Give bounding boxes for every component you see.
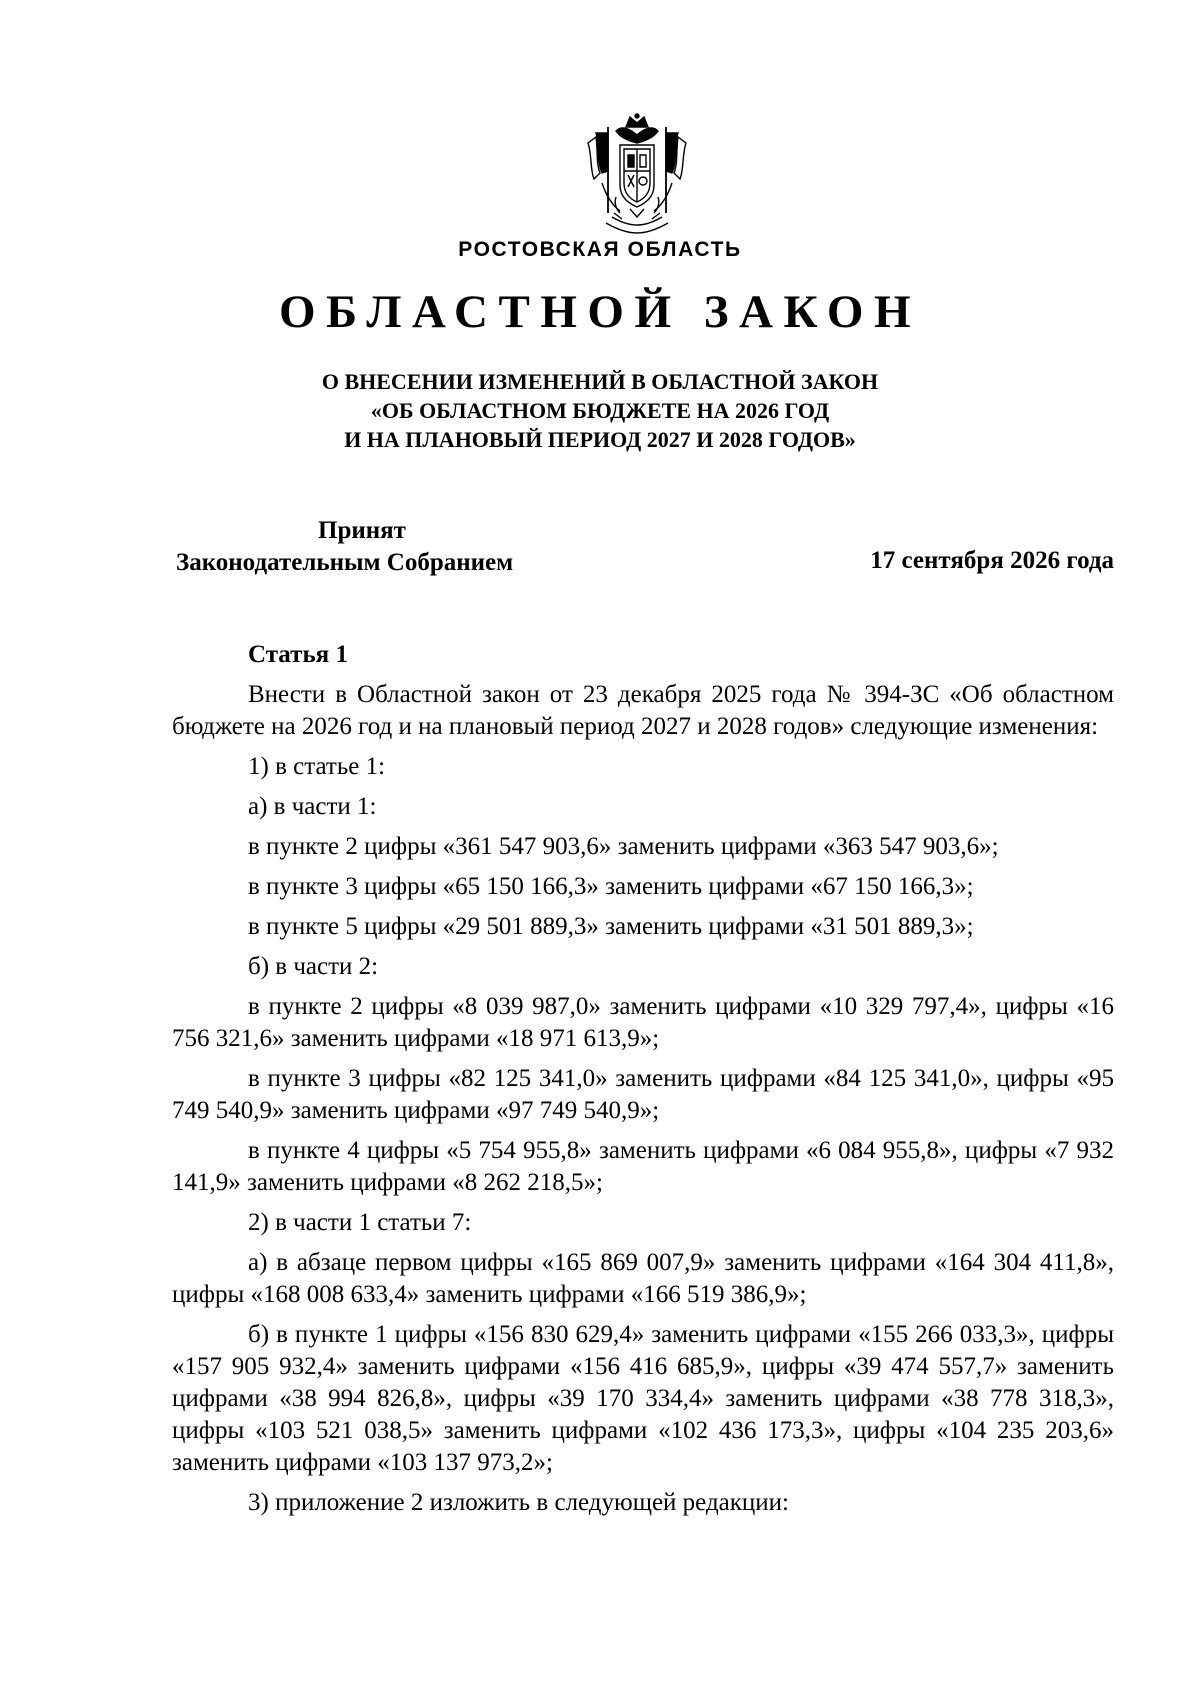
adopted-label: Принят — [318, 517, 406, 544]
article-heading: Статья 1 — [248, 641, 348, 668]
paragraph: в пункте 2 цифры «8 039 987,0» заменить цифрами «10 329 797,4», цифры «16 756 321,6» заменить цифрами «18 971 613,9»; — [172, 993, 1114, 1052]
coat-of-arms-icon — [586, 113, 688, 238]
paragraph: в пункте 3 цифры «82 125 341,0» заменить цифрами «84 125 341,0», цифры «95 749 540,9» заменить цифрами «97 749 540,9»; — [172, 1065, 1114, 1124]
document-title-line: И НА ПЛАНОВЫЙ ПЕРИОД 2027 И 2028 ГОДОВ» — [344, 427, 856, 452]
adoption-date: 17 сентября 2026 года — [870, 547, 1114, 574]
paragraph: Внести в Областной закон от 23 декабря 2025 года № 394-ЗС «Об областном бюджете на 2026 год и на плановый период 2027 и 2028 годов» следующие изменения: — [172, 681, 1114, 740]
document-title — [0, 367, 1200, 454]
document-title-line: «ОБ ОБЛАСТНОМ БЮДЖЕТЕ НА 2026 ГОД — [370, 398, 830, 423]
article-body — [172, 679, 1114, 1527]
adoption-block — [176, 515, 513, 579]
paragraph: в пункте 5 цифры «29 501 889,3» заменить цифрами «31 501 889,3»; — [248, 913, 974, 940]
paragraph: а) в части 1: — [248, 793, 377, 820]
paragraph: б) в части 2: — [248, 953, 379, 980]
document-title-line: О ВНЕСЕНИИ ИЗМЕНЕНИЙ В ОБЛАСТНОЙ ЗАКОН — [321, 369, 879, 394]
region-name: РОСТОВСКАЯ ОБЛАСТЬ — [458, 238, 742, 261]
paragraph: б) в пункте 1 цифры «156 830 629,4» заменить цифрами «155 266 033,3», цифры «157 905 932,4» заменить цифрами «156 416 685,9», цифры «39 474 557,7» заменить цифрами «38 994 826,8», цифры «39 170 334,4» заменить цифрами «38 778 318,3», цифры «103 521 038,5» заменить цифрами «102 436 173,3», цифры «104 235 203,6» заменить цифрами «103 137 973,2»; — [172, 1321, 1114, 1476]
paragraph: в пункте 3 цифры «65 150 166,3» заменить цифрами «67 150 166,3»; — [248, 873, 974, 900]
paragraph: а) в абзаце первом цифры «165 869 007,9» заменить цифрами «164 304 411,8», цифры «168 008 633,4» заменить цифрами «166 519 386,9»; — [172, 1249, 1114, 1308]
paragraph: в пункте 2 цифры «361 547 903,6» заменить цифрами «363 547 903,6»; — [248, 833, 999, 860]
paragraph: 2) в части 1 статьи 7: — [248, 1209, 472, 1236]
paragraph: 1) в статье 1: — [248, 753, 386, 780]
adopted-by-label: Законодательным Собранием — [176, 549, 514, 576]
paragraph: 3) приложение 2 изложить в следующей редакции: — [248, 1489, 789, 1516]
document-type: ОБЛАСТНОЙ ЗАКОН — [278, 286, 922, 338]
paragraph: в пункте 4 цифры «5 754 955,8» заменить цифрами «6 084 955,8», цифры «7 932 141,9» заменить цифрами «8 262 218,5»; — [172, 1137, 1114, 1196]
